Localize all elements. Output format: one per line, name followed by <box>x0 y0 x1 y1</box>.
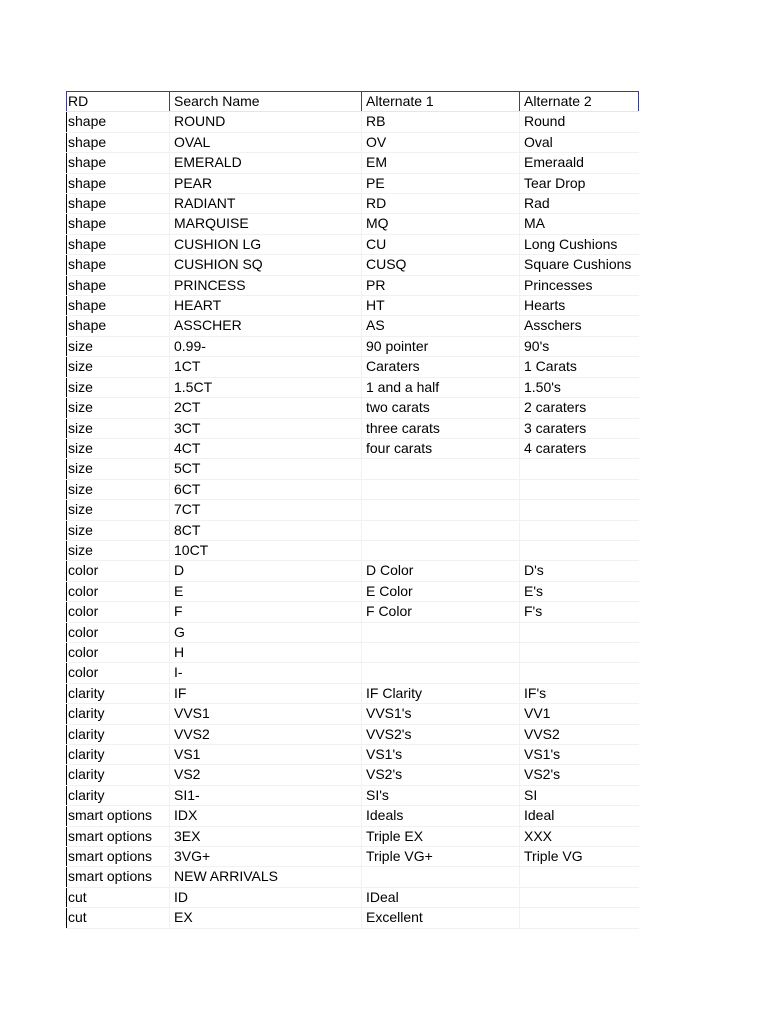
cell-rd: size <box>67 336 170 356</box>
table-row <box>67 398 639 418</box>
cell-alternate-2: D's <box>520 561 639 581</box>
cell-search-name: I- <box>170 663 362 683</box>
cell-alternate-1: IDeal <box>362 887 520 907</box>
cell-alternate-2: Oval <box>520 132 639 152</box>
table-row <box>67 826 639 846</box>
cell-search-name: 8CT <box>170 520 362 540</box>
cell-alternate-2: 3 caraters <box>520 418 639 438</box>
cell-search-name: H <box>170 642 362 662</box>
cell-alternate-1 <box>362 459 520 479</box>
cell-alternate-1 <box>362 867 520 887</box>
cell-alternate-2: 90's <box>520 336 639 356</box>
cell-alternate-1: RB <box>362 112 520 132</box>
search-name-table <box>66 91 639 929</box>
cell-alternate-1: SI's <box>362 785 520 805</box>
cell-alternate-2: VS2's <box>520 765 639 785</box>
cell-search-name: F <box>170 602 362 622</box>
cell-alternate-1: F Color <box>362 602 520 622</box>
cell-search-name: 4CT <box>170 438 362 458</box>
cell-rd: cut <box>67 887 170 907</box>
cell-alternate-2: Square Cushions <box>520 255 639 275</box>
table-body <box>67 112 639 928</box>
cell-search-name: 1CT <box>170 357 362 377</box>
cell-alternate-1: EM <box>362 153 520 173</box>
cell-rd: smart options <box>67 847 170 867</box>
cell-search-name: ASSCHER <box>170 316 362 336</box>
cell-alternate-1: E Color <box>362 581 520 601</box>
cell-alternate-2: VV1 <box>520 704 639 724</box>
table-row <box>67 234 639 254</box>
cell-search-name: D <box>170 561 362 581</box>
cell-alternate-1: VS2's <box>362 765 520 785</box>
cell-alternate-2 <box>520 663 639 683</box>
cell-alternate-2: 1 Carats <box>520 357 639 377</box>
table-row <box>67 622 639 642</box>
cell-alternate-2: 1.50's <box>520 377 639 397</box>
cell-rd: color <box>67 622 170 642</box>
table-row <box>67 581 639 601</box>
header-row <box>67 92 639 112</box>
table-row <box>67 683 639 703</box>
cell-alternate-2: Triple VG <box>520 847 639 867</box>
cell-alternate-2: MA <box>520 214 639 234</box>
cell-search-name: OVAL <box>170 132 362 152</box>
cell-search-name: 3VG+ <box>170 847 362 867</box>
cell-search-name: IDX <box>170 806 362 826</box>
cell-alternate-2: F's <box>520 602 639 622</box>
cell-alternate-2: IF's <box>520 683 639 703</box>
cell-alternate-1: 1 and a half <box>362 377 520 397</box>
cell-rd: color <box>67 581 170 601</box>
cell-alternate-2: 2 caraters <box>520 398 639 418</box>
table-row <box>67 214 639 234</box>
cell-alternate-1 <box>362 663 520 683</box>
table-row <box>67 847 639 867</box>
cell-alternate-1: MQ <box>362 214 520 234</box>
cell-alternate-2: 4 caraters <box>520 438 639 458</box>
cell-alternate-2: SI <box>520 785 639 805</box>
table-row <box>67 275 639 295</box>
cell-alternate-1: IF Clarity <box>362 683 520 703</box>
table-row <box>67 173 639 193</box>
cell-alternate-1: Ideals <box>362 806 520 826</box>
cell-alternate-1: RD <box>362 194 520 214</box>
table-row <box>67 520 639 540</box>
table-row <box>67 132 639 152</box>
cell-alternate-1: three carats <box>362 418 520 438</box>
cell-rd: color <box>67 642 170 662</box>
cell-alternate-1: AS <box>362 316 520 336</box>
cell-alternate-2: Rad <box>520 194 639 214</box>
cell-search-name: ID <box>170 887 362 907</box>
cell-alternate-1: four carats <box>362 438 520 458</box>
table-row <box>67 336 639 356</box>
cell-rd: shape <box>67 316 170 336</box>
table-row <box>67 908 639 928</box>
cell-search-name: RADIANT <box>170 194 362 214</box>
cell-alternate-2: VVS2 <box>520 724 639 744</box>
cell-rd: smart options <box>67 806 170 826</box>
cell-rd: size <box>67 479 170 499</box>
cell-rd: clarity <box>67 683 170 703</box>
table-row <box>67 806 639 826</box>
cell-rd: shape <box>67 234 170 254</box>
cell-alternate-2: Tear Drop <box>520 173 639 193</box>
header-search-name: Search Name <box>170 92 362 112</box>
cell-rd: size <box>67 357 170 377</box>
cell-alternate-2 <box>520 520 639 540</box>
cell-alternate-1: VVS1's <box>362 704 520 724</box>
cell-alternate-2: Asschers <box>520 316 639 336</box>
cell-search-name: 3EX <box>170 826 362 846</box>
cell-rd: cut <box>67 908 170 928</box>
table-row <box>67 765 639 785</box>
cell-alternate-1: VS1's <box>362 745 520 765</box>
cell-rd: size <box>67 398 170 418</box>
table-row <box>67 663 639 683</box>
cell-search-name: 5CT <box>170 459 362 479</box>
cell-alternate-1: 90 pointer <box>362 336 520 356</box>
cell-alternate-2: Long Cushions <box>520 234 639 254</box>
cell-alternate-2: Round <box>520 112 639 132</box>
cell-search-name: CUSHION LG <box>170 234 362 254</box>
cell-alternate-2 <box>520 479 639 499</box>
table-row <box>67 887 639 907</box>
table-row <box>67 112 639 132</box>
cell-search-name: NEW ARRIVALS <box>170 867 362 887</box>
cell-alternate-1: HT <box>362 296 520 316</box>
cell-search-name: ROUND <box>170 112 362 132</box>
cell-alternate-2 <box>520 459 639 479</box>
cell-alternate-1: CU <box>362 234 520 254</box>
cell-rd: size <box>67 459 170 479</box>
cell-rd: shape <box>67 153 170 173</box>
cell-alternate-2: XXX <box>520 826 639 846</box>
cell-rd: smart options <box>67 826 170 846</box>
cell-search-name: 10CT <box>170 540 362 560</box>
cell-search-name: VS2 <box>170 765 362 785</box>
table-row <box>67 602 639 622</box>
cell-rd: color <box>67 663 170 683</box>
table-row <box>67 357 639 377</box>
cell-alternate-1 <box>362 622 520 642</box>
table-row <box>67 724 639 744</box>
cell-alternate-1: Caraters <box>362 357 520 377</box>
cell-alternate-1 <box>362 500 520 520</box>
cell-rd: smart options <box>67 867 170 887</box>
cell-rd: shape <box>67 255 170 275</box>
cell-search-name: VVS1 <box>170 704 362 724</box>
cell-search-name: MARQUISE <box>170 214 362 234</box>
cell-alternate-2: Hearts <box>520 296 639 316</box>
cell-rd: shape <box>67 296 170 316</box>
cell-alternate-1: D Color <box>362 561 520 581</box>
cell-search-name: VVS2 <box>170 724 362 744</box>
table-row <box>67 540 639 560</box>
header-alternate-1: Alternate 1 <box>362 92 520 112</box>
table-row <box>67 255 639 275</box>
cell-rd: size <box>67 418 170 438</box>
cell-rd: shape <box>67 194 170 214</box>
cell-search-name: IF <box>170 683 362 703</box>
cell-search-name: PRINCESS <box>170 275 362 295</box>
cell-alternate-2 <box>520 540 639 560</box>
table-row <box>67 316 639 336</box>
cell-alternate-2 <box>520 642 639 662</box>
cell-search-name: EX <box>170 908 362 928</box>
cell-alternate-1 <box>362 520 520 540</box>
table-row <box>67 745 639 765</box>
cell-alternate-1: two carats <box>362 398 520 418</box>
table-row <box>67 418 639 438</box>
cell-rd: shape <box>67 275 170 295</box>
table-row <box>67 867 639 887</box>
cell-rd: shape <box>67 112 170 132</box>
cell-alternate-1 <box>362 642 520 662</box>
cell-rd: size <box>67 500 170 520</box>
cell-rd: clarity <box>67 704 170 724</box>
cell-rd: size <box>67 438 170 458</box>
cell-alternate-1: VVS2's <box>362 724 520 744</box>
cell-search-name: EMERALD <box>170 153 362 173</box>
cell-rd: clarity <box>67 765 170 785</box>
cell-search-name: 2CT <box>170 398 362 418</box>
table-row <box>67 479 639 499</box>
cell-search-name: 6CT <box>170 479 362 499</box>
cell-search-name: 0.99- <box>170 336 362 356</box>
cell-search-name: HEART <box>170 296 362 316</box>
cell-rd: clarity <box>67 724 170 744</box>
cell-alternate-2 <box>520 887 639 907</box>
cell-rd: clarity <box>67 785 170 805</box>
cell-alternate-2: Emeraald <box>520 153 639 173</box>
cell-alternate-2 <box>520 908 639 928</box>
cell-rd: clarity <box>67 745 170 765</box>
cell-rd: size <box>67 520 170 540</box>
cell-rd: size <box>67 540 170 560</box>
table-row <box>67 704 639 724</box>
cell-alternate-1: Triple VG+ <box>362 847 520 867</box>
spreadsheet <box>66 91 639 929</box>
cell-alternate-2 <box>520 622 639 642</box>
cell-alternate-1: CUSQ <box>362 255 520 275</box>
header-alternate-2: Alternate 2 <box>520 92 639 112</box>
cell-alternate-2: Princesses <box>520 275 639 295</box>
cell-rd: shape <box>67 214 170 234</box>
cell-alternate-1 <box>362 540 520 560</box>
cell-search-name: 7CT <box>170 500 362 520</box>
cell-alternate-2: Ideal <box>520 806 639 826</box>
table-row <box>67 459 639 479</box>
table-row <box>67 153 639 173</box>
table-row <box>67 785 639 805</box>
cell-alternate-1 <box>362 479 520 499</box>
cell-alternate-1: Triple EX <box>362 826 520 846</box>
cell-alternate-2: VS1's <box>520 745 639 765</box>
cell-alternate-2 <box>520 500 639 520</box>
cell-rd: size <box>67 377 170 397</box>
cell-search-name: CUSHION SQ <box>170 255 362 275</box>
cell-search-name: E <box>170 581 362 601</box>
header-rd: RD <box>67 92 170 112</box>
cell-search-name: G <box>170 622 362 642</box>
cell-rd: color <box>67 602 170 622</box>
table-row <box>67 438 639 458</box>
cell-rd: color <box>67 561 170 581</box>
cell-alternate-1: PR <box>362 275 520 295</box>
cell-search-name: 1.5CT <box>170 377 362 397</box>
cell-search-name: SI1- <box>170 785 362 805</box>
cell-alternate-1: OV <box>362 132 520 152</box>
cell-search-name: 3CT <box>170 418 362 438</box>
cell-rd: shape <box>67 132 170 152</box>
table-row <box>67 194 639 214</box>
cell-alternate-2 <box>520 867 639 887</box>
cell-alternate-1: Excellent <box>362 908 520 928</box>
table-row <box>67 561 639 581</box>
table-row <box>67 500 639 520</box>
cell-rd: shape <box>67 173 170 193</box>
cell-alternate-1: PE <box>362 173 520 193</box>
table-row <box>67 642 639 662</box>
cell-search-name: VS1 <box>170 745 362 765</box>
cell-search-name: PEAR <box>170 173 362 193</box>
table-row <box>67 296 639 316</box>
cell-alternate-2: E's <box>520 581 639 601</box>
table-row <box>67 377 639 397</box>
